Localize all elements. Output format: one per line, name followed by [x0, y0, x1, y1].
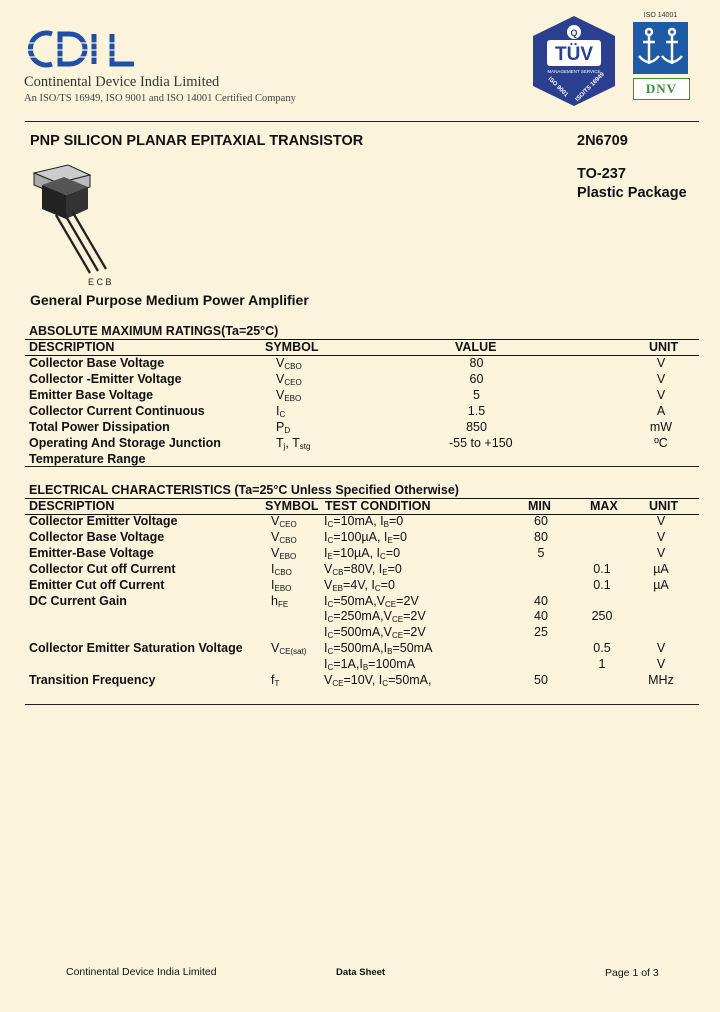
- row-min: 80: [534, 529, 548, 544]
- row-max: 250: [591, 609, 613, 624]
- package-type: Plastic Package: [577, 185, 687, 201]
- col-description: DESCRIPTION: [29, 340, 115, 354]
- row-max: 0.5: [593, 641, 611, 656]
- row-unit: V: [656, 372, 666, 386]
- elec-header-row: [25, 498, 699, 515]
- row-value: 850: [466, 420, 487, 434]
- elec-row: [29, 530, 699, 546]
- abs-max-row: [29, 420, 699, 436]
- row-symbol: $I_{CBO}$: [271, 561, 292, 577]
- row-min: 60: [534, 514, 548, 528]
- row-test-condition: $V_{CB}=80V$, $I_E=0$: [324, 561, 402, 577]
- elec-row: [29, 562, 699, 578]
- header-divider: [25, 121, 699, 122]
- application-title: General Purpose Medium Power Amplifier: [30, 292, 309, 308]
- row-description: Collector Base Voltage: [29, 529, 165, 544]
- cdil-logo: [22, 28, 137, 70]
- row-min: 40: [534, 593, 548, 608]
- row-max: 0.1: [593, 561, 611, 576]
- iso14001-label: ISO 14001: [643, 12, 678, 19]
- abs-max-row: [29, 372, 699, 388]
- row-value: 80: [469, 356, 484, 370]
- anchor-icon: [633, 22, 688, 74]
- row-symbol: $V_{CEO}$: [276, 372, 302, 387]
- row-value: 5: [473, 388, 480, 402]
- row-max: 1: [598, 657, 606, 672]
- pin-labels: E C B: [88, 277, 112, 287]
- part-description: PNP SILICON PLANAR EPITAXIAL TRANSISTOR: [30, 133, 364, 149]
- elec-row: [29, 609, 699, 625]
- row-description: Emitter Base Voltage: [29, 388, 154, 402]
- row-value: -55 to +150: [449, 436, 513, 450]
- elec-row: [29, 514, 699, 530]
- col-description: DESCRIPTION: [29, 499, 115, 513]
- row-min: 40: [534, 609, 548, 624]
- row-description: Collector Current Continuous: [29, 404, 205, 418]
- row-test-condition: $I_C=250mA,V_{CE}=2V$: [324, 609, 426, 625]
- tuv-text: TÜV: [555, 44, 593, 65]
- package-name: TO-237: [577, 166, 626, 182]
- row-unit: V: [656, 514, 666, 528]
- row-unit: V: [656, 657, 666, 672]
- certification-line: An ISO/TS 16949, ISO 9001 and ISO 14001 Certified Company: [24, 93, 296, 104]
- col-min: MIN: [528, 499, 551, 513]
- row-max: 0.1: [593, 577, 611, 592]
- row-symbol: $f_T$: [271, 673, 280, 688]
- row-description: Collector -Emitter Voltage: [29, 372, 182, 386]
- row-min: 50: [534, 673, 548, 687]
- elec-row: [29, 657, 699, 673]
- row-unit: MHz: [648, 673, 674, 687]
- abs-max-header-row: [25, 339, 699, 356]
- row-unit: V: [656, 529, 666, 544]
- elec-row: [29, 641, 699, 657]
- elec-row: [29, 546, 699, 562]
- footer-page: Page 1 of 3: [605, 967, 659, 979]
- svg-text:Q: Q: [570, 28, 578, 38]
- row-description: Operating And Storage Junction: [29, 436, 221, 450]
- abs-max-row: [29, 404, 699, 420]
- tuv-certification-badge: [527, 14, 621, 108]
- row-test-condition: $I_C=50mA,V_{CE}=2V$: [324, 593, 419, 609]
- col-unit: UNIT: [649, 340, 679, 354]
- abs-max-row: [29, 436, 699, 452]
- row-unit: A: [656, 404, 666, 418]
- col-max: MAX: [590, 499, 618, 513]
- col-test-condition: TEST CONDITION: [325, 499, 431, 513]
- col-symbol: SYMBOL: [265, 340, 319, 354]
- row-symbol: $V_{CBO}$: [276, 356, 302, 371]
- row-description: Emitter-Base Voltage: [29, 545, 154, 560]
- elec-row: [29, 578, 699, 594]
- tuv-iso-right: ISO/TS 16949: [574, 71, 606, 103]
- col-value: VALUE: [455, 340, 497, 354]
- footer-company: Continental Device India Limited: [66, 966, 217, 978]
- row-test-condition: $V_{EB}=4V$, $I_C=0$: [324, 577, 395, 593]
- dnv-label: DNV: [633, 78, 690, 100]
- row-description: Collector Emitter Voltage: [29, 514, 178, 528]
- abs-max-row: [29, 388, 699, 404]
- row-test-condition: $I_C=1A,I_B=100mA$: [324, 657, 416, 673]
- row-symbol: $V_{CE(sat)}$: [271, 641, 307, 657]
- row-description: Collector Base Voltage: [29, 356, 165, 370]
- to237-package-icon: [28, 163, 123, 288]
- row-symbol: $I_C$: [276, 404, 286, 419]
- row-description: Temperature Range: [29, 452, 146, 466]
- row-description: Transition Frequency: [29, 673, 156, 687]
- row-unit: µA: [653, 561, 669, 576]
- elec-row: [29, 594, 699, 610]
- row-value: 60: [469, 372, 484, 386]
- row-unit: V: [656, 356, 666, 370]
- row-unit: V: [656, 388, 666, 402]
- abs-max-row: [29, 356, 699, 372]
- dnv-certification-badge: [633, 12, 688, 100]
- row-unit: V: [656, 545, 666, 560]
- row-test-condition: $I_C=500mA,V_{CE}=2V$: [324, 625, 426, 641]
- abs-max-bottom-rule: [25, 466, 699, 467]
- row-symbol: $T_j$, $T_{stg}$: [276, 436, 311, 451]
- row-unit: V: [656, 641, 666, 656]
- row-unit: ºC: [654, 436, 668, 450]
- row-symbol: $h_{FE}$: [271, 593, 289, 609]
- row-symbol: $V_{CEO}$: [271, 514, 297, 529]
- row-description: Collector Cut off Current: [29, 561, 176, 576]
- col-unit: UNIT: [649, 499, 679, 513]
- row-test-condition: $V_{CE}=10V$, $I_C=50mA$,: [324, 673, 432, 688]
- col-symbol: SYMBOL: [265, 499, 319, 513]
- row-unit: µA: [653, 577, 669, 592]
- row-description: DC Current Gain: [29, 593, 127, 608]
- row-min: 5: [537, 545, 545, 560]
- elec-row: [29, 625, 699, 641]
- row-symbol: $V_{CBO}$: [271, 529, 297, 545]
- part-number: 2N6709: [577, 133, 628, 149]
- row-test-condition: $I_C=100\mu A$, $I_E=0$: [324, 529, 407, 545]
- row-symbol: $V_{EBO}$: [271, 545, 297, 561]
- footer-doc-type: Data Sheet: [336, 967, 386, 978]
- row-min: 25: [534, 625, 548, 640]
- row-test-condition: $I_C=10mA$, $I_B=0$: [324, 514, 404, 529]
- tuv-small-text: MANAGEMENT SERVICE: [547, 69, 601, 74]
- tuv-iso-left: ISO 9001: [546, 76, 569, 99]
- company-name: Continental Device India Limited: [24, 74, 220, 90]
- elec-bottom-rule: [25, 704, 699, 705]
- abs-max-heading: ABSOLUTE MAXIMUM RATINGS(Ta=25°C): [29, 324, 279, 338]
- row-unit: mW: [649, 420, 673, 434]
- row-description: Emitter Cut off Current: [29, 577, 165, 592]
- row-test-condition: $I_C=500mA,I_B=50mA$: [324, 641, 433, 657]
- elec-heading: ELECTRICAL CHARACTERISTICS (Ta=25°C Unless Specified Otherwise): [29, 483, 459, 497]
- row-symbol: $V_{EBO}$: [276, 388, 302, 403]
- row-symbol: $I_{EBO}$: [271, 577, 292, 593]
- row-test-condition: $I_E=10\mu A$, $I_C=0$: [324, 545, 401, 561]
- row-description: Total Power Dissipation: [29, 420, 170, 434]
- row-description: Collector Emitter Saturation Voltage: [29, 641, 243, 656]
- row-symbol: $P_D$: [276, 420, 291, 435]
- row-value: 1.5: [467, 404, 486, 418]
- elec-row: [29, 673, 699, 689]
